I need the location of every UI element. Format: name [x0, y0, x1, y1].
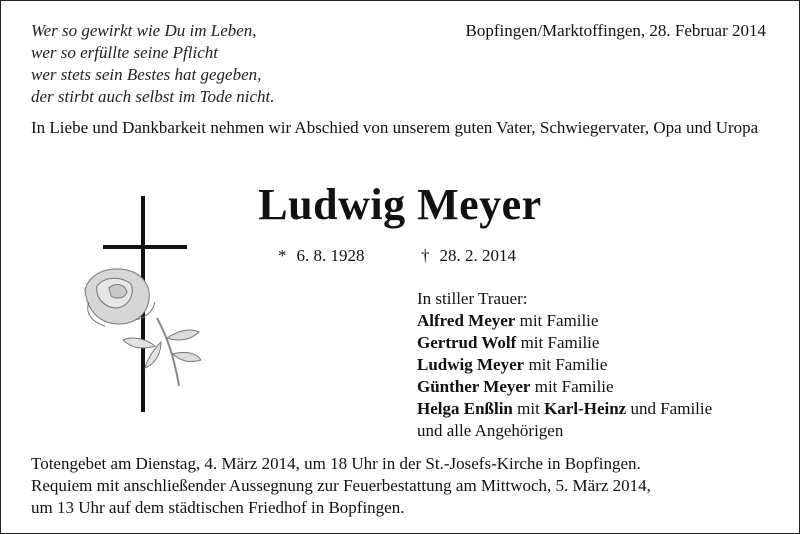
- mourners-closing: und alle Angehörigen: [417, 421, 564, 440]
- mourner-line: [417, 354, 712, 376]
- mourner-suffix: mit Familie: [515, 311, 599, 330]
- cross-and-rose-artwork: [75, 190, 215, 420]
- mourner-name: Helga Enßlin: [417, 399, 513, 418]
- poem-line: Wer so gewirkt wie Du im Leben,: [31, 21, 257, 40]
- memorial-poem: [31, 20, 275, 108]
- mourner-name: Ludwig Meyer: [417, 355, 525, 374]
- mourner-name: Günther Meyer: [417, 377, 531, 396]
- mourner-conjunction: mit: [512, 399, 545, 418]
- service-line: um 13 Uhr auf dem städtischen Friedhof in Bopfingen.: [31, 498, 405, 517]
- mourners-list: [417, 288, 712, 442]
- birth-date: [278, 245, 365, 267]
- mourner-suffix: mit Familie: [530, 377, 614, 396]
- death-date: [421, 245, 516, 267]
- mourner-line: [417, 376, 712, 398]
- mourner-name: Gertrud Wolf: [417, 333, 517, 352]
- death-date-value: 28. 2. 2014: [439, 246, 516, 265]
- poem-line: wer so erfüllte seine Pflicht: [31, 43, 218, 62]
- mourner-suffix: und Familie: [626, 399, 713, 418]
- mourner-suffix: mit Familie: [524, 355, 608, 374]
- deceased-name: Ludwig Meyer: [258, 180, 542, 229]
- mourner-line: [417, 332, 712, 354]
- mourner-name-partner: Karl-Heinz: [544, 399, 627, 418]
- mourner-name: Alfred Meyer: [417, 311, 516, 330]
- intro-text: In Liebe und Dankbarkeit nehmen wir Abschied von unserem guten Vater, Schwiegervater, Opa und Uropa: [31, 118, 759, 137]
- mourner-suffix: mit Familie: [516, 333, 600, 352]
- poem-line: der stirbt auch selbst im Tode nicht.: [31, 87, 275, 106]
- mourner-line: [417, 398, 712, 420]
- service-line: Requiem mit anschließender Aussegnung zur Feuerbestattung am Mittwoch, 5. März 2014,: [31, 476, 651, 495]
- birth-date-value: 6. 8. 1928: [296, 246, 365, 265]
- service-line: Totengebet am Dienstag, 4. März 2014, um 18 Uhr in der St.-Josefs-Kirche in Bopfingen.: [31, 454, 641, 473]
- mourners-heading: In stiller Trauer:: [417, 289, 528, 308]
- death-symbol: †: [421, 246, 430, 265]
- mourner-line: [417, 310, 712, 332]
- poem-line: wer stets sein Bestes hat gegeben,: [31, 65, 262, 84]
- service-details: [31, 453, 651, 519]
- place-and-date: Bopfingen/Marktoffingen, 28. Februar 2014: [465, 21, 766, 40]
- birth-symbol: *: [278, 246, 287, 265]
